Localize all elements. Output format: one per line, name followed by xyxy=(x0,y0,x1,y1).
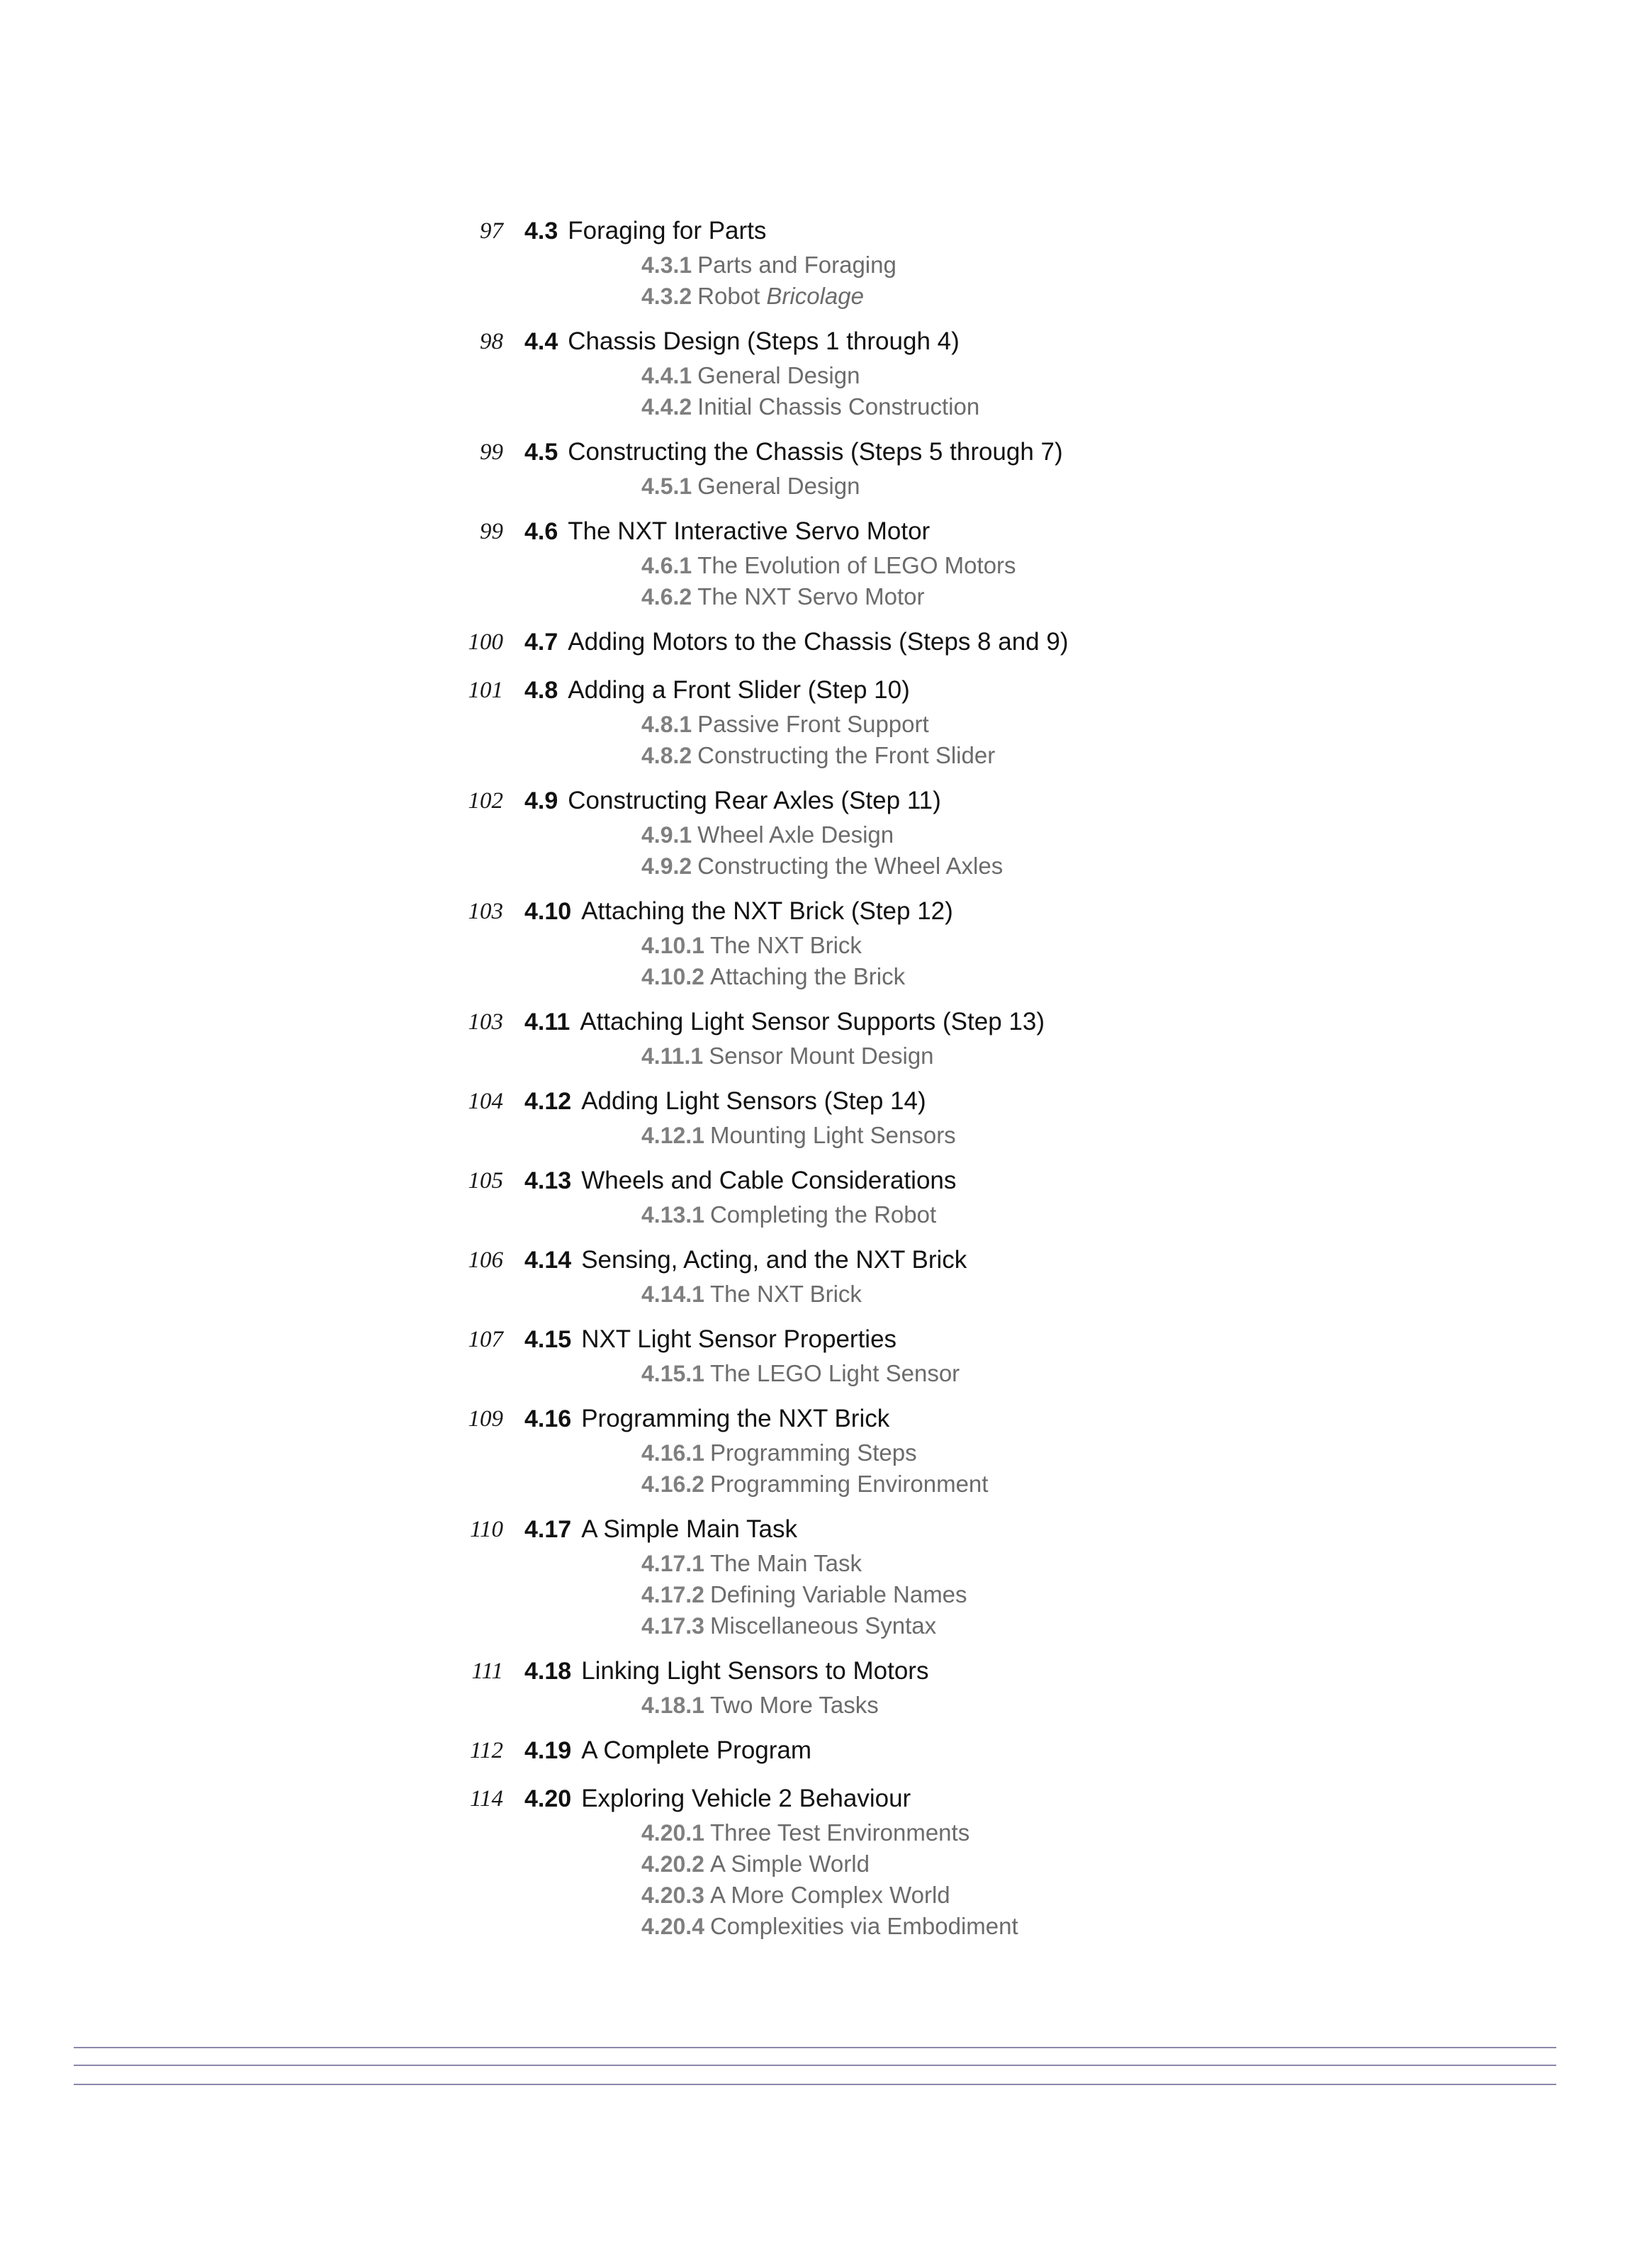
section-number: 4.7 xyxy=(524,629,558,656)
toc-entry xyxy=(0,1400,1630,1500)
section-title: Sensing, Acting, and the NXT Brick xyxy=(581,1246,967,1274)
toc-entry xyxy=(0,1242,1630,1310)
section-number: 4.17 xyxy=(524,1516,572,1543)
subsection-number: 4.16.1 xyxy=(641,1440,704,1466)
subsection-line[interactable] xyxy=(641,1610,1630,1641)
section-title: Constructing the Chassis (Steps 5 through 7) xyxy=(568,438,1063,466)
page-number: 109 xyxy=(468,1406,503,1432)
subsection-number: 4.9.2 xyxy=(641,853,692,879)
subsection-title: Initial Chassis Construction xyxy=(697,393,980,420)
subsection-title: Wheel Axle Design xyxy=(697,821,894,848)
page-number: 102 xyxy=(468,788,503,814)
subsection-number: 4.3.1 xyxy=(641,252,692,278)
subsection-number: 4.17.1 xyxy=(641,1551,704,1576)
subsection-number: 4.16.2 xyxy=(641,1471,704,1497)
toc-entry xyxy=(0,893,1630,992)
toc-section-line[interactable] xyxy=(0,1400,1630,1437)
section-title: Foraging for Parts xyxy=(568,217,767,245)
toc-section-line[interactable] xyxy=(0,672,1630,709)
subsection-number: 4.10.1 xyxy=(641,933,704,958)
page-number: 103 xyxy=(468,899,503,924)
toc-entry xyxy=(0,782,1630,882)
toc-entry xyxy=(0,1004,1630,1072)
subsection-title: The Evolution of LEGO Motors xyxy=(697,552,1016,578)
section-title: Constructing Rear Axles (Step 11) xyxy=(568,787,941,814)
subsection-title: Constructing the Front Slider xyxy=(697,742,996,768)
subsection-number: 4.20.3 xyxy=(641,1882,704,1908)
subsection-line[interactable] xyxy=(641,1579,1630,1610)
section-title: Chassis Design (Steps 1 through 4) xyxy=(568,327,960,355)
subsection-title: Completing the Robot xyxy=(709,1201,937,1228)
toc-section-line[interactable] xyxy=(0,1653,1630,1690)
footer-rule-1 xyxy=(74,2047,1556,2048)
page-number: 114 xyxy=(469,1786,503,1812)
page-number: 104 xyxy=(468,1089,503,1114)
subsection-title: Miscellaneous Syntax xyxy=(709,1612,937,1639)
section-number: 4.20 xyxy=(524,1785,572,1812)
subsection-title: Complexities via Embodiment xyxy=(709,1913,1018,1939)
subsection-line[interactable] xyxy=(641,740,1630,771)
section-heading xyxy=(524,672,910,714)
page-number: 100 xyxy=(468,629,503,655)
section-title: Adding Motors to the Chassis (Steps 8 and 9) xyxy=(568,628,1069,656)
section-number: 4.5 xyxy=(524,439,558,466)
section-number: 4.19 xyxy=(524,1737,572,1764)
subsection-title: Programming Environment xyxy=(709,1471,989,1497)
subsection-title: Passive Front Support xyxy=(697,711,929,737)
subsection-number: 4.11.1 xyxy=(641,1043,704,1069)
toc-section-line[interactable] xyxy=(0,1083,1630,1120)
section-number: 4.15 xyxy=(524,1326,572,1353)
section-title: Adding Light Sensors (Step 14) xyxy=(581,1087,926,1115)
subsection-list xyxy=(0,550,1630,612)
page-number: 110 xyxy=(469,1517,503,1542)
subsection-list xyxy=(0,709,1630,771)
subsection-title: Attaching the Brick xyxy=(709,963,906,989)
subsection-line[interactable] xyxy=(641,961,1630,992)
section-number: 4.4 xyxy=(524,328,558,355)
section-heading xyxy=(524,1780,911,1822)
section-heading xyxy=(524,434,1063,476)
footer-rule-3 xyxy=(74,2084,1556,2085)
subsection-line[interactable] xyxy=(641,581,1630,612)
section-heading xyxy=(524,1511,797,1553)
subsection-number: 4.12.1 xyxy=(641,1123,704,1148)
subsection-title: A Simple World xyxy=(709,1851,870,1877)
section-title: A Complete Program xyxy=(581,1736,812,1764)
section-number: 4.16 xyxy=(524,1405,572,1432)
section-title: Exploring Vehicle 2 Behaviour xyxy=(581,1785,911,1812)
subsection-title: Mounting Light Sensors xyxy=(709,1122,956,1148)
toc-section-line[interactable] xyxy=(0,1732,1630,1769)
section-number: 4.11 xyxy=(524,1009,570,1035)
section-heading xyxy=(524,213,766,254)
subsection-title: The NXT Servo Motor xyxy=(697,583,925,610)
page-number: 106 xyxy=(468,1247,503,1273)
subsection-title-italic: Bricolage xyxy=(766,283,864,309)
section-title: Attaching the NXT Brick (Step 12) xyxy=(581,897,953,925)
subsection-line[interactable] xyxy=(641,1911,1630,1942)
subsection-list xyxy=(0,249,1630,312)
section-title: Wheels and Cable Considerations xyxy=(581,1167,957,1194)
subsection-number: 4.20.1 xyxy=(641,1820,704,1846)
footer-rule-2 xyxy=(74,2065,1556,2066)
subsection-line[interactable] xyxy=(641,1848,1630,1880)
section-heading xyxy=(524,1653,928,1695)
section-heading xyxy=(524,513,930,555)
subsection-number: 4.20.2 xyxy=(641,1851,704,1877)
section-number: 4.6 xyxy=(524,518,558,545)
section-number: 4.14 xyxy=(524,1247,572,1274)
section-number: 4.8 xyxy=(524,677,558,704)
section-heading xyxy=(524,1083,926,1125)
subsection-title: Programming Steps xyxy=(709,1439,917,1466)
toc-section-line[interactable] xyxy=(0,1321,1630,1358)
page-number: 97 xyxy=(480,218,503,244)
toc-section-line[interactable] xyxy=(0,893,1630,930)
subsection-title: Sensor Mount Design xyxy=(709,1043,934,1069)
subsection-line[interactable] xyxy=(641,391,1630,422)
toc-entry xyxy=(0,1083,1630,1151)
subsection-number: 4.8.2 xyxy=(641,743,692,768)
subsection-number: 4.4.1 xyxy=(641,363,692,388)
toc-section-line[interactable] xyxy=(0,1511,1630,1548)
subsection-title: Defining Variable Names xyxy=(709,1581,967,1607)
toc-section-line[interactable] xyxy=(0,1004,1630,1040)
toc-section-line[interactable] xyxy=(0,323,1630,360)
section-heading xyxy=(524,893,953,935)
subsection-number: 4.14.1 xyxy=(641,1281,704,1307)
toc-entry xyxy=(0,1162,1630,1230)
section-title: Linking Light Sensors to Motors xyxy=(581,1657,929,1685)
subsection-number: 4.15.1 xyxy=(641,1361,704,1386)
section-title: Programming the NXT Brick xyxy=(581,1405,890,1432)
section-heading xyxy=(524,1242,967,1284)
subsection-title: Parts and Foraging xyxy=(697,252,896,278)
toc-entry xyxy=(0,672,1630,771)
section-number: 4.3 xyxy=(524,218,558,245)
section-number: 4.18 xyxy=(524,1658,572,1685)
section-heading xyxy=(524,1162,956,1204)
page-number: 111 xyxy=(471,1658,503,1684)
subsection-number: 4.8.1 xyxy=(641,712,692,737)
toc-section-line[interactable] xyxy=(0,624,1630,661)
subsection-line[interactable] xyxy=(641,249,1630,281)
subsection-title: Two More Tasks xyxy=(709,1692,879,1718)
subsection-list xyxy=(0,930,1630,992)
subsection-number: 4.9.1 xyxy=(641,822,692,848)
subsection-list xyxy=(0,1548,1630,1641)
subsection-number: 4.18.1 xyxy=(641,1692,704,1718)
toc-section-line[interactable] xyxy=(0,782,1630,819)
subsection-list xyxy=(0,1817,1630,1942)
section-heading xyxy=(524,782,941,824)
subsection-list xyxy=(0,360,1630,422)
subsection-number: 4.6.2 xyxy=(641,584,692,610)
subsection-number: 4.6.1 xyxy=(641,553,692,578)
subsection-number: 4.3.2 xyxy=(641,284,692,309)
page-number: 105 xyxy=(468,1168,503,1194)
toc-entry xyxy=(0,1732,1630,1769)
section-title: A Simple Main Task xyxy=(581,1515,797,1543)
page-number: 107 xyxy=(468,1327,503,1352)
toc-entry xyxy=(0,1653,1630,1721)
section-heading xyxy=(524,1400,889,1442)
toc-entry xyxy=(0,323,1630,422)
subsection-number: 4.13.1 xyxy=(641,1202,704,1228)
subsection-title: General Design xyxy=(697,473,860,499)
subsection-number: 4.17.3 xyxy=(641,1613,704,1639)
subsection-title: Constructing the Wheel Axles xyxy=(697,853,1004,879)
table-of-contents xyxy=(0,213,1630,1953)
toc-section-line[interactable] xyxy=(0,434,1630,471)
section-heading xyxy=(524,1732,811,1774)
page-number: 101 xyxy=(468,678,503,703)
subsection-number: 4.4.2 xyxy=(641,394,692,420)
subsection-list xyxy=(0,1437,1630,1500)
section-number: 4.12 xyxy=(524,1088,572,1115)
toc-section-line[interactable] xyxy=(0,1780,1630,1817)
toc-entry xyxy=(0,213,1630,312)
subsection-title: Three Test Environments xyxy=(709,1819,970,1846)
toc-section-line[interactable] xyxy=(0,213,1630,249)
toc-entry xyxy=(0,513,1630,612)
subsection-number: 4.10.2 xyxy=(641,964,704,989)
subsection-list xyxy=(0,819,1630,882)
page-number: 103 xyxy=(468,1009,503,1035)
toc-entry xyxy=(0,434,1630,502)
section-number: 4.13 xyxy=(524,1167,572,1194)
subsection-number: 4.17.2 xyxy=(641,1582,704,1607)
page-number: 112 xyxy=(469,1738,503,1763)
page-number: 99 xyxy=(480,519,503,544)
subsection-line[interactable] xyxy=(641,850,1630,882)
subsection-title: The LEGO Light Sensor xyxy=(709,1360,960,1386)
toc-entry xyxy=(0,1321,1630,1389)
subsection-title: A More Complex World xyxy=(709,1882,950,1908)
toc-entry xyxy=(0,1780,1630,1942)
toc-entry xyxy=(0,1511,1630,1641)
toc-section-line[interactable] xyxy=(0,513,1630,550)
subsection-title: General Design xyxy=(697,362,860,388)
section-heading xyxy=(524,323,960,365)
toc-entry xyxy=(0,624,1630,661)
toc-section-line[interactable] xyxy=(0,1162,1630,1199)
section-heading xyxy=(524,1004,1045,1045)
section-heading xyxy=(524,624,1068,666)
section-heading xyxy=(524,1321,896,1363)
subsection-title: The NXT Brick xyxy=(709,932,862,958)
toc-section-line[interactable] xyxy=(0,1242,1630,1279)
section-title: Adding a Front Slider (Step 10) xyxy=(568,676,910,704)
section-number: 4.9 xyxy=(524,787,558,814)
subsection-title: The NXT Brick xyxy=(709,1281,862,1307)
subsection-line[interactable] xyxy=(641,1880,1630,1911)
subsection-number: 4.5.1 xyxy=(641,473,692,499)
subsection-line[interactable] xyxy=(641,1469,1630,1500)
section-title: NXT Light Sensor Properties xyxy=(581,1325,897,1353)
subsection-title: The Main Task xyxy=(709,1550,862,1576)
subsection-line[interactable] xyxy=(641,281,1630,312)
subsection-number: 4.20.4 xyxy=(641,1914,704,1939)
section-title: The NXT Interactive Servo Motor xyxy=(568,517,931,545)
page-number: 99 xyxy=(480,439,503,465)
section-number: 4.10 xyxy=(524,898,572,925)
subsection-title: Robot xyxy=(697,283,760,309)
section-title: Attaching Light Sensor Supports (Step 13) xyxy=(580,1008,1045,1035)
page-number: 98 xyxy=(480,329,503,354)
